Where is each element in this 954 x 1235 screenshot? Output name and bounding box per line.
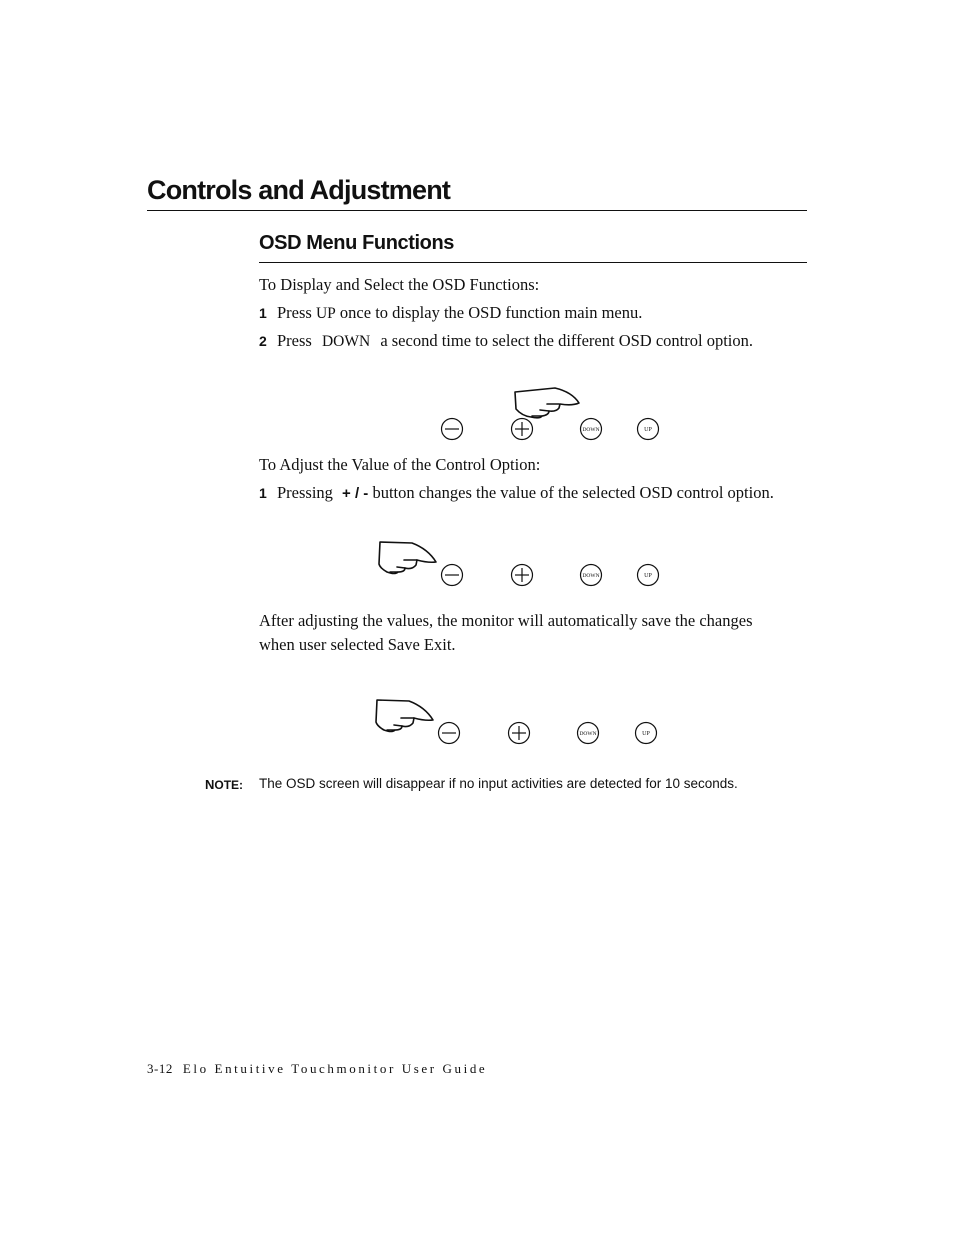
plus-minus-key-label: + / - xyxy=(342,485,369,502)
up-button[interactable] xyxy=(636,723,657,744)
down-button[interactable] xyxy=(578,723,599,744)
section-rule xyxy=(259,262,807,263)
plus-button[interactable] xyxy=(512,565,533,586)
down-button-label: DOWN xyxy=(582,427,600,433)
note-text: The OSD screen will disappear if no input activities are detected for 10 seconds. xyxy=(259,776,738,791)
section-heading: OSD Menu Functions xyxy=(259,232,455,254)
up-button-label: UP xyxy=(644,573,652,579)
plus-button[interactable] xyxy=(509,723,530,744)
page-number: 3-12 xyxy=(147,1061,173,1076)
page-title: Controls and Adjustment xyxy=(147,175,451,205)
plus-button[interactable] xyxy=(512,419,533,440)
up-button-label: UP xyxy=(642,731,650,737)
down-button-label: DOWN xyxy=(579,731,597,737)
up-button-label: UP xyxy=(644,427,652,433)
up-key-label: UP xyxy=(315,305,336,322)
step-number: 1 xyxy=(259,305,267,321)
step-2-press-down xyxy=(259,331,753,351)
intro-display-select: To Display and Select the OSD Functions: xyxy=(259,275,540,294)
up-button[interactable] xyxy=(638,565,659,586)
step-text: once to display the OSD function main menu. xyxy=(339,303,643,322)
step-verb: Press xyxy=(277,303,312,322)
note-label xyxy=(205,777,243,792)
step-text: button changes the value of the selected OSD control option. xyxy=(372,483,774,502)
page-footer xyxy=(147,1061,487,1077)
note-label-initial: N xyxy=(205,777,215,792)
step-1-press-up xyxy=(259,303,642,323)
down-button[interactable] xyxy=(581,419,602,440)
intro-adjust-value: To Adjust the Value of the Control Option: xyxy=(259,455,541,474)
step-verb: Pressing xyxy=(277,483,333,502)
title-rule xyxy=(147,210,807,211)
up-button[interactable] xyxy=(638,419,659,440)
hand-pointing-icon xyxy=(376,700,433,732)
hand-pointing-icon xyxy=(515,388,579,418)
guide-title: Elo Entuitive Touchmonitor User Guide xyxy=(182,1061,488,1076)
minus-button[interactable] xyxy=(442,565,463,586)
osd-buttons-figure-1 xyxy=(0,385,954,465)
step-text: a second time to select the different OSD control option. xyxy=(380,331,753,350)
paragraph-line-2: when user selected Save Exit. xyxy=(259,635,456,654)
osd-buttons-figure-3 xyxy=(0,693,954,773)
down-key-label: DOWN xyxy=(321,333,371,350)
down-button[interactable] xyxy=(581,565,602,586)
down-button-label: DOWN xyxy=(582,573,600,579)
step-1-pressing-plus-minus xyxy=(259,483,774,503)
hand-pointing-icon xyxy=(379,542,436,574)
step-number: 1 xyxy=(259,485,267,501)
minus-button[interactable] xyxy=(439,723,460,744)
minus-button[interactable] xyxy=(442,419,463,440)
osd-buttons-figure-2 xyxy=(0,535,954,615)
step-verb: Press xyxy=(277,331,312,350)
note-label-rest: OTE: xyxy=(214,778,244,792)
step-number: 2 xyxy=(259,333,267,349)
paragraph-line-1: After adjusting the values, the monitor will automatically save the changes xyxy=(259,611,753,630)
